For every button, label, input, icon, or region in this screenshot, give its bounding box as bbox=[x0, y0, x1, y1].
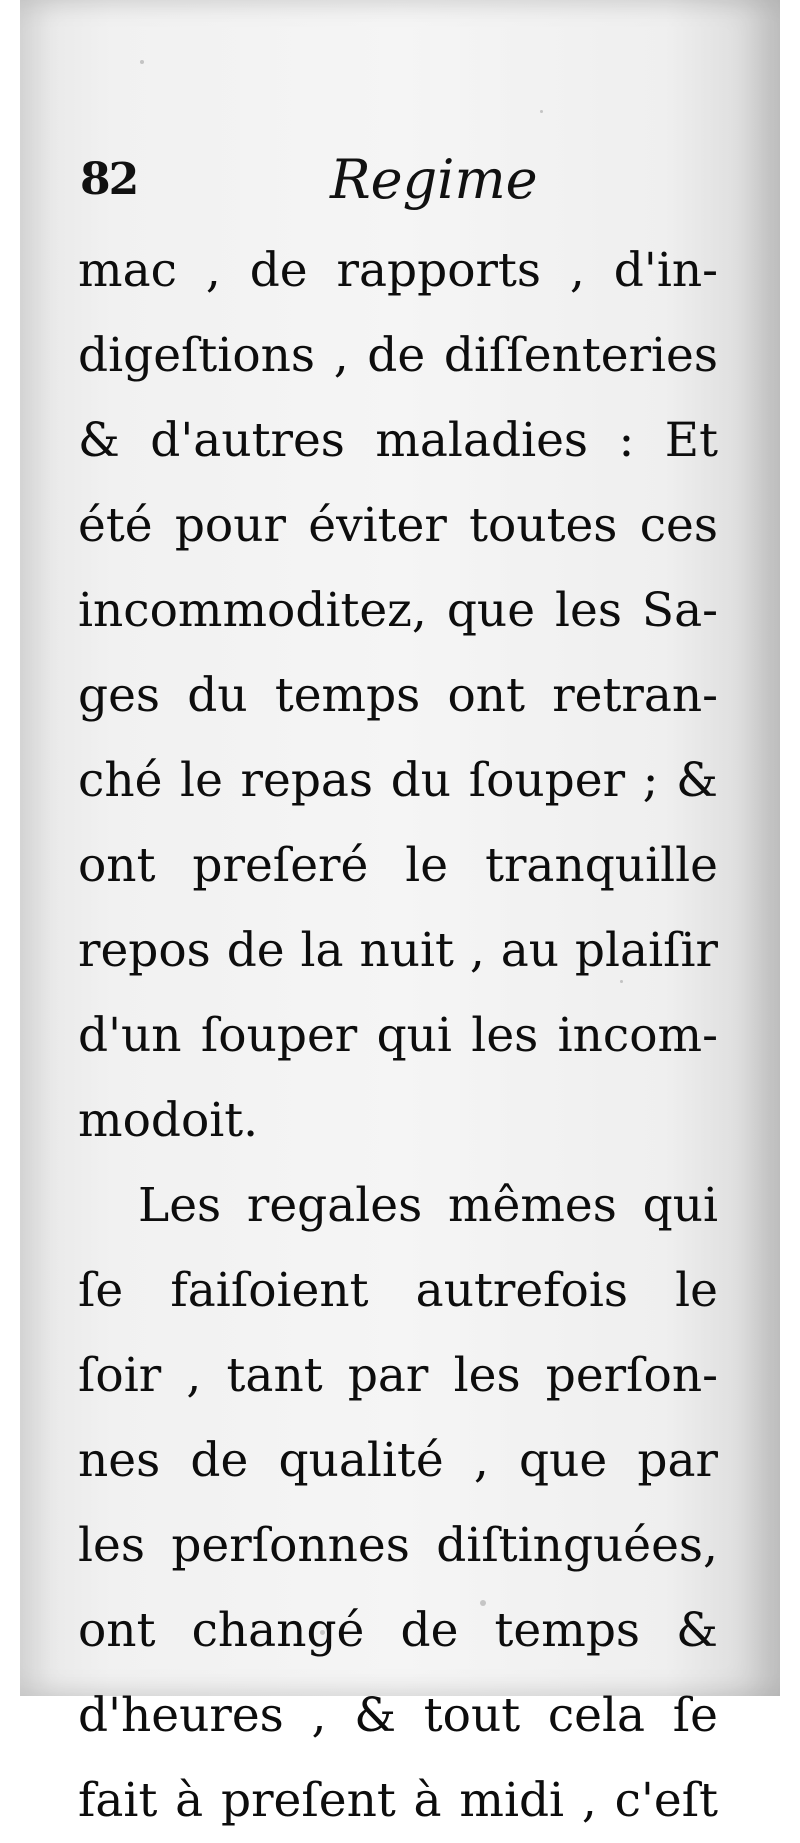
text-line: modoit. bbox=[78, 1093, 259, 1148]
text-line: digeſtions , de diſſenteries bbox=[78, 328, 718, 383]
text-line: ont changé de temps & bbox=[78, 1603, 718, 1658]
text-line: les perſonnes diſtinguées, bbox=[78, 1518, 718, 1573]
paper-speck bbox=[540, 110, 543, 113]
running-title: Regime bbox=[330, 148, 538, 211]
text-line: ſe faiſoient autrefois le bbox=[78, 1263, 718, 1318]
paragraph-start-line: Les regales mêmes qui bbox=[138, 1178, 718, 1233]
text-line: ſoir , tant par les perſon- bbox=[78, 1348, 718, 1403]
body-text bbox=[78, 228, 718, 1843]
page-number: 82 bbox=[80, 154, 138, 205]
text-line: ont preſeré le tranquille bbox=[78, 838, 718, 893]
text-line: incommoditez, que les Sa- bbox=[78, 583, 718, 638]
text-line: fait à preſent à midi , c'eſt bbox=[78, 1773, 718, 1828]
text-line: d'heures , & tout cela ſe bbox=[78, 1688, 718, 1743]
text-line: ges du temps ont retran- bbox=[78, 668, 718, 723]
text-line: été pour éviter toutes ces bbox=[78, 498, 718, 553]
page-header bbox=[80, 148, 720, 218]
text-line: repos de la nuit , au plaiſir bbox=[78, 923, 718, 978]
text-line: & d'autres maladies : Et bbox=[78, 413, 718, 468]
text-line: nes de qualité , que par bbox=[78, 1433, 718, 1488]
text-line: d'un ſouper qui les incom- bbox=[78, 1008, 718, 1063]
text-line: mac , de rapports , d'in- bbox=[78, 243, 718, 298]
text-line: ché le repas du ſouper ; & bbox=[78, 753, 718, 808]
paper-speck bbox=[140, 60, 144, 64]
